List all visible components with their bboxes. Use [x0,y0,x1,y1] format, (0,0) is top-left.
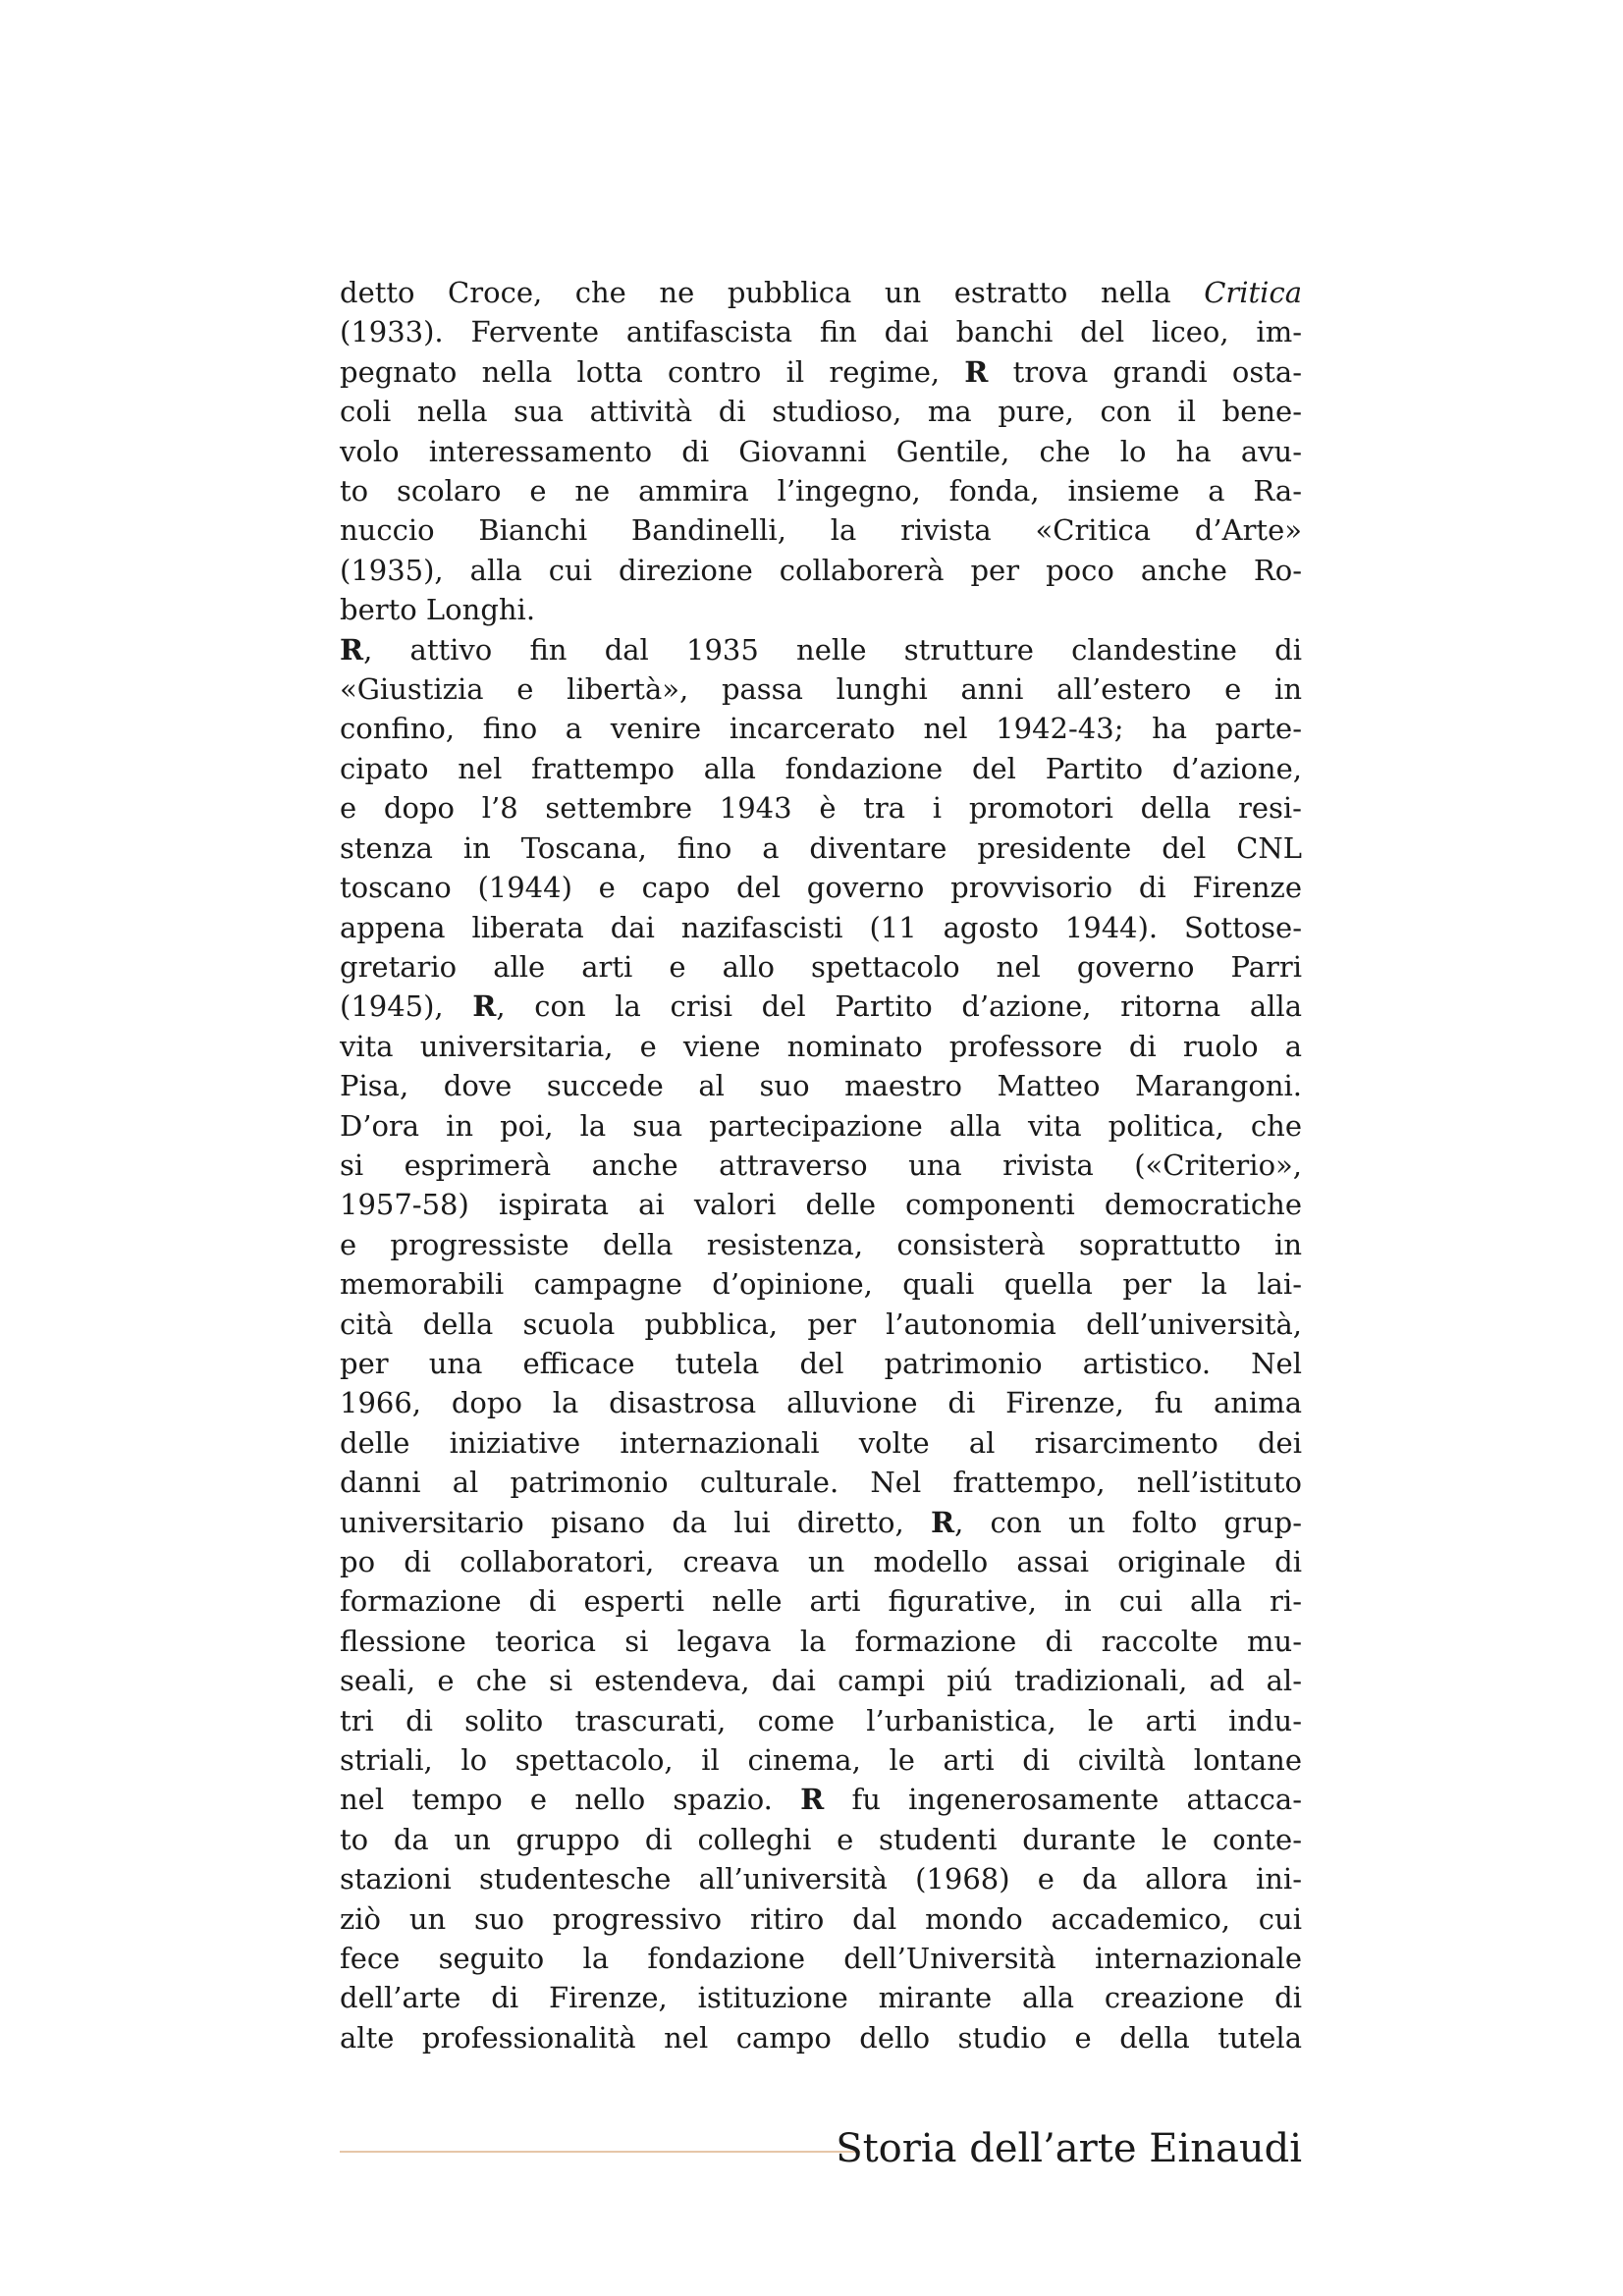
text-run: to scolaro e ne ammira l’ingegno, fonda, insieme a Ra- [340,474,1302,508]
text-run: e progressiste della resistenza, consisterà soprattutto in [340,1227,1302,1261]
text-line [340,828,1302,868]
text-line [340,392,1302,431]
text-run: trova grandi osta- [988,354,1303,389]
text-line [340,1027,1302,1066]
text-line [340,1859,1302,1898]
text-run: 1966, dopo la disastrosa alluvione di Firenze, fu anima [340,1386,1302,1420]
footer-rule [340,2151,860,2153]
text-line [340,273,1302,312]
text-run: dell’arte di Firenze, istituzione mirante alla creazione di [340,1981,1302,2015]
text-run: formazione di esperti nelle arti figurative, in cui alla ri- [340,1584,1302,1619]
text-run: vita universitaria, e viene nominato professore di ruolo a [340,1029,1302,1063]
text-line [340,868,1302,907]
text-line [340,1780,1302,1819]
text-run: (1935), alla cui direzione collaborerà per poco anche Ro- [340,553,1302,587]
text-run: confino, fino a venire incarcerato nel 1942-43; ha parte- [340,712,1302,746]
text-run: universitario pisano da lui diretto, [340,1505,931,1539]
text-run: volo interessamento di Giovanni Gentile, che lo ha avu- [340,434,1302,468]
text-line [340,2018,1302,2057]
text-run: cipato nel frattempo alla fondazione del Partito d’azione, [340,751,1302,785]
text-run: fece seguito la fondazione dell’Università internazionale [340,1942,1302,1976]
text-line [340,1264,1302,1304]
text-line [340,1383,1302,1422]
text-line [340,987,1302,1026]
text-run: danni al patrimonio culturale. Nel frattempo, nell’istituto [340,1466,1302,1500]
text-run: (1945), [340,989,473,1024]
text-line [340,312,1302,351]
text-run: po di collaboratori, creava un modello assai originale di [340,1545,1302,1578]
text-line [340,510,1302,550]
text-run: 1957-58) ispirata ai valori delle componenti democratiche [340,1188,1302,1222]
text-run: toscano (1944) e capo del governo provvisorio di Firenze [340,871,1302,905]
text-run: detto Croce, che ne pubblica un estratto nella [340,276,1205,309]
text-run: , con la crisi del Partito d’azione, ritorna alla [496,989,1302,1024]
text-run: (1933). Fervente antifascista fin dai banchi del liceo, im- [340,315,1302,349]
text-run: per una efficace tutela del patrimonio artistico. Nel [340,1346,1302,1380]
text-line [340,1701,1302,1740]
text-line [340,630,1302,669]
text-run: delle iniziative internazionali volte al risarcimento dei [340,1425,1302,1460]
text-run: , con un folto grup- [954,1505,1302,1539]
text-run: si esprimerà anche attraverso una rivista («Criterio», [340,1148,1302,1182]
text-line [340,1661,1302,1700]
text-line [340,1463,1302,1502]
text-line [340,788,1302,828]
text-run: ziò un suo progressivo ritiro dal mondo accademico, cui [340,1901,1302,1936]
text-line [340,749,1302,788]
body-text [340,273,1302,2057]
text-run: , attivo fin dal 1935 nelle strutture clandestine di [363,632,1302,667]
text-line [340,1225,1302,1264]
text-line [340,1146,1302,1185]
text-run: stenza in Toscana, fino a diventare presidente del CNL [340,830,1302,865]
text-run: to da un gruppo di colleghi e studenti durante le conte- [340,1822,1302,1856]
text-line [340,1344,1302,1383]
italic-title: Critica [1204,276,1302,309]
text-run: Pisa, dove succede al suo maestro Matteo Marangoni. [340,1069,1302,1103]
text-run: alte professionalità nel campo dello studio e della tutela [340,2020,1302,2055]
text-line [340,1978,1302,2017]
text-line [340,1423,1302,1463]
text-run: striali, lo spettacolo, il cinema, le arti di civiltà lontane [340,1743,1302,1778]
footer-title: Storia dell’arte Einaudi [836,2126,1302,2171]
text-line [340,1106,1302,1146]
bold-abbrev: R [472,989,497,1024]
text-run: berto Longhi. [340,593,536,627]
text-line [340,669,1302,709]
text-run: appena liberata dai nazifascisti (11 agosto 1944). Sottose- [340,910,1302,944]
text-run: stazioni studentesche all’università (1968) e da allora ini- [340,1862,1302,1896]
text-run: coli nella sua attività di studioso, ma pure, con il bene- [340,395,1302,429]
text-run: cità della scuola pubblica, per l’autonomia dell’università, [340,1307,1302,1341]
text-run: seali, e che si estendeva, dai campi piú tradizionali, ad al- [340,1664,1302,1698]
text-run: nuccio Bianchi Bandinelli, la rivista «Critica d’Arte» [340,513,1302,548]
text-line [340,1581,1302,1621]
text-run: «Giustizia e libertà», passa lunghi anni all’estero e in [340,672,1302,707]
text-line [340,709,1302,748]
text-line [340,1305,1302,1344]
text-line [340,1740,1302,1780]
text-run: memorabili campagne d’opinione, quali quella per la lai- [340,1267,1302,1302]
bold-abbrev: R [964,354,989,389]
text-line [340,1185,1302,1224]
text-line [340,590,1302,629]
text-line [340,471,1302,510]
text-line [340,551,1302,590]
text-run: flessione teorica si legava la formazione di raccolte mu- [340,1624,1302,1658]
text-line [340,1622,1302,1661]
page-footer [340,2120,1302,2179]
text-run: pegnato nella lotta contro il regime, [340,354,965,389]
text-line [340,432,1302,471]
bold-abbrev: R [930,1505,955,1539]
text-run: gretario alle arti e allo spettacolo nel governo Parri [340,949,1302,984]
text-line [340,1820,1302,1859]
text-run: e dopo l’8 settembre 1943 è tra i promotori della resi- [340,791,1302,826]
text-line [340,1503,1302,1542]
text-line [340,352,1302,392]
text-run: tri di solito trascurati, come l’urbanistica, le arti indu- [340,1703,1302,1737]
text-run: nel tempo e nello spazio. [340,1783,801,1817]
text-line [340,1066,1302,1105]
text-run: D’ora in poi, la sua partecipazione alla vita politica, che [340,1108,1302,1143]
text-line [340,908,1302,947]
text-line [340,1542,1302,1581]
bold-abbrev: R [340,632,364,667]
text-line [340,1899,1302,1939]
bold-abbrev: R [800,1783,825,1817]
text-line [340,1939,1302,1978]
text-run: fu ingenerosamente attacca- [824,1783,1302,1817]
text-line [340,947,1302,987]
